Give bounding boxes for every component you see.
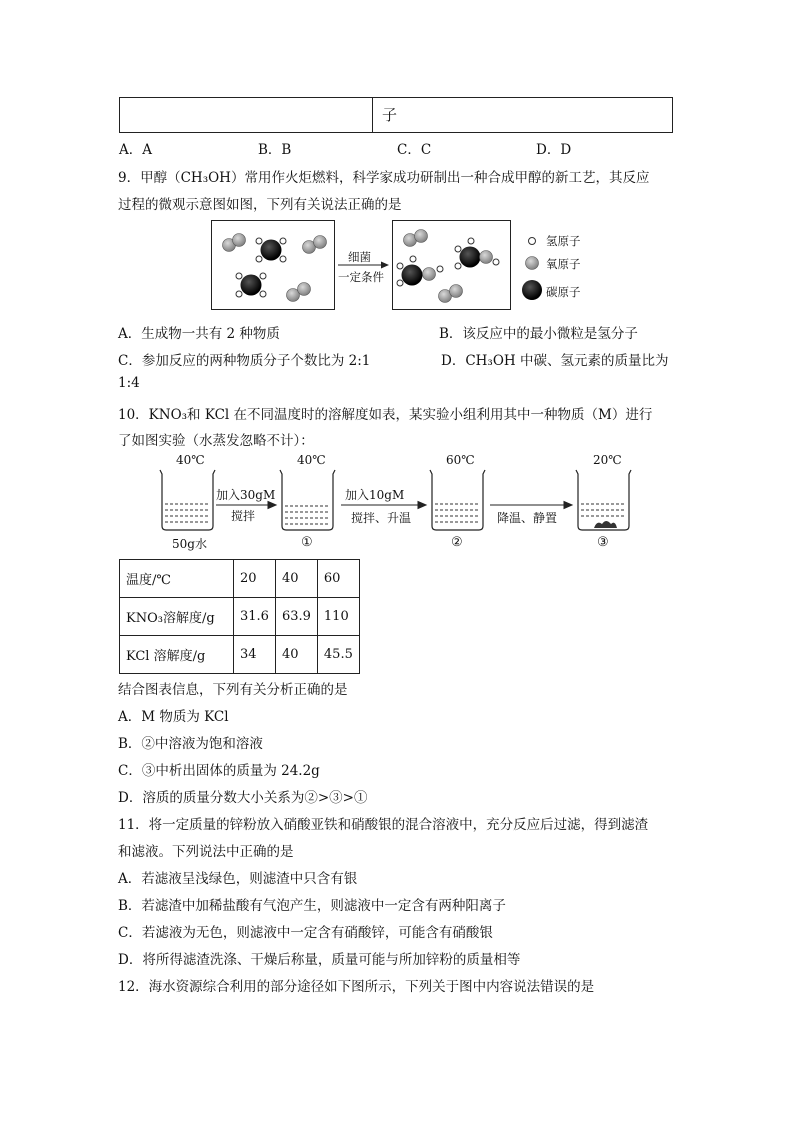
solubility-table [119,559,360,674]
legend-hydrogen: 氢原子 [546,234,581,248]
step2-label: 加入10gM [345,488,405,502]
hydrogen-atom-legend-icon [529,238,536,245]
beaker3-temp: 20℃ [593,453,622,467]
table-row [120,598,360,636]
q11-option-d: D．将所得滤渣洗涤、干燥后称量，质量可能与所加锌粉的质量相等 [118,952,521,968]
q11-stem-line1: 11．将一定质量的锌粉放入硝酸亚铁和硝酸银的混合溶液中，充分反应后过滤，得到滤渣 [118,817,649,833]
table-cell: 31.6 [234,598,276,636]
step1-sub-label: 搅拌 [231,509,256,523]
methanol-molecule [397,256,443,286]
q8-option-b: B．B [258,142,292,158]
step1-label: 加入30gM [216,488,276,502]
step3-label: 降温、静置 [497,511,558,525]
legend-oxygen: 氧原子 [546,257,581,271]
q10-option-d: D．溶质的质量分数大小关系为②>③>① [118,790,368,806]
q10-stem-line2: 了如图实验（水蒸发忽略不计）： [118,433,314,449]
q11-stem-line2: 和滤液。下列说法中正确的是 [118,844,294,860]
table-cell: 子 [382,106,398,124]
precipitate-crystals [594,521,617,528]
methane-molecule [256,238,286,262]
beaker0-temp: 40℃ [176,453,205,467]
q11-option-b: B．若滤渣中加稀盐酸有气泡产生，则滤液中一定含有两种阳离子 [118,898,506,914]
table-row [120,636,360,674]
table-cell: 60 [317,560,359,598]
q10-option-c: C．③中析出固体的质量为 24.2g [118,763,320,779]
q9-option-a: A．生成物一共有 2 种物质 [118,326,280,342]
q9-option-c: C．参加反应的两种物质分子个数比为 2:1 [118,353,371,369]
q12-stem: 12．海水资源综合利用的部分途径如下图所示，下列关于图中内容说法错误的是 [118,979,595,995]
beaker3-label: ③ [597,535,609,550]
table-cell: KCl 溶解度/g [120,636,234,674]
table-cell: 40 [275,560,317,598]
carbon-atom-legend-icon [522,280,542,300]
q8-option-c: C．C [397,142,432,158]
experiment-diagram [0,460,794,550]
table-cell: 40 [275,636,317,674]
table-cell: 温度/℃ [120,560,234,598]
step2-sub-label: 搅拌、升温 [351,511,412,525]
table-cell: KNO₃溶解度/g [120,598,234,636]
table-cell: 110 [317,598,359,636]
arrow-label-top: 细菌 [348,250,371,264]
water-label: 50g水 [172,537,207,551]
table-cell: 45.5 [317,636,359,674]
q9-option-d-continued: 1:4 [118,375,140,391]
molecule-diagram [0,0,794,330]
table-row [120,560,360,598]
q9-option-d: D．CH₃OH 中碳、氢元素的质量比为 [441,353,669,369]
q11-option-c: C．若滤液为无色，则滤液中一定含有硝酸锌，可能含有硝酸银 [118,925,493,941]
beaker1-label: ① [301,535,313,550]
q9-stem-line2: 过程的微观示意图如图，下列有关说法正确的是 [118,197,402,213]
q8-option-a: A．A [119,142,152,158]
q10-stem-line1: 10．KNO₃和 KCl 在不同温度时的溶解度如表，某实验小组利用其中一种物质（M）进行 [118,407,653,423]
legend-carbon: 碳原子 [546,285,581,299]
q8-option-d: D．D [536,142,572,158]
table-cell: 63.9 [275,598,317,636]
q9-option-b: B．该反应中的最小微粒是氢分子 [439,326,638,342]
methanol-molecule [455,238,499,269]
beaker2-temp: 60℃ [446,453,475,467]
q10-prompt: 结合图表信息，下列有关分析正确的是 [118,682,348,698]
table-cell: 20 [234,560,276,598]
table-cell: 34 [234,636,276,674]
q11-option-a: A．若滤液呈浅绿色，则滤渣中只含有银 [118,871,358,887]
beaker1-temp: 40℃ [297,453,326,467]
q10-option-b: B．②中溶液为饱和溶液 [118,736,263,752]
oxygen-atom-legend-icon [526,257,539,270]
beaker2-label: ② [451,535,463,550]
arrow-label-bottom: 一定条件 [338,270,384,284]
q9-stem-line1: 9．甲醇（CH₃OH）常用作火炬燃料，科学家成功研制出一种合成甲醇的新工艺，其反应 [118,170,650,186]
methane-molecule [236,273,266,297]
q10-option-a: A．M 物质为 KCl [118,709,229,725]
